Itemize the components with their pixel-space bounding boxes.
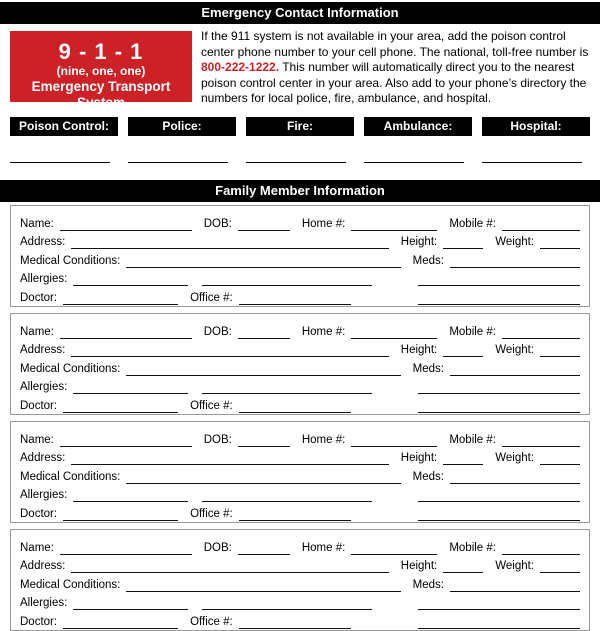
height-fill-line — [443, 344, 483, 357]
allergies-fill-line — [73, 273, 188, 286]
member-row-address — [20, 339, 580, 358]
member-row-medical — [20, 357, 580, 376]
call-911-system-label: Emergency Transport System — [31, 79, 171, 110]
hospital-label: Hospital: — [482, 117, 590, 136]
fire-label: Fire: — [246, 117, 354, 136]
office-phone-fill-line — [239, 616, 351, 629]
meds-fill-line — [450, 579, 580, 592]
doctor-fill-line — [63, 400, 178, 413]
doctor-label: Doctor: — [20, 399, 58, 412]
emergency-form-page — [0, 2, 600, 631]
member-row-medical — [20, 573, 580, 592]
mobile-phone-fill-line — [502, 434, 580, 447]
home-phone-label: Home #: — [301, 541, 346, 554]
height-label: Height: — [400, 560, 438, 573]
address-fill-line — [71, 560, 388, 573]
name-fill-line — [60, 434, 192, 447]
allergies-label: Allergies: — [20, 273, 68, 286]
poison-control-instructions — [201, 29, 590, 107]
hospital-fill-line — [482, 162, 582, 163]
member-row-allergies — [20, 592, 580, 611]
medical-conditions-fill-line — [126, 363, 400, 376]
family-member-sections — [10, 205, 590, 631]
mobile-phone-fill-line — [502, 326, 580, 339]
doctor-label: Doctor: — [20, 291, 58, 304]
address-fill-line — [71, 344, 388, 357]
member-row-address — [20, 447, 580, 466]
doctor-label: Doctor: — [20, 507, 58, 520]
mobile-phone-label: Mobile #: — [449, 217, 496, 230]
member-row-doctor — [20, 286, 580, 305]
height-label: Height: — [400, 236, 438, 249]
mobile-phone-label: Mobile #: — [449, 433, 496, 446]
dob-label: DOB: — [203, 541, 232, 554]
allergies-continued-fill-line — [202, 381, 372, 394]
meds-continued-fill-line-2 — [418, 508, 580, 521]
intro-section — [10, 29, 590, 110]
member-row-address — [20, 555, 580, 574]
weight-label: Weight: — [495, 452, 534, 465]
allergies-continued-fill-line — [202, 273, 372, 286]
name-label: Name: — [20, 433, 54, 446]
call-911-banner — [10, 31, 192, 110]
height-fill-line — [443, 452, 483, 465]
allergies-fill-line — [73, 489, 188, 502]
instructions-text-start: If the 911 system is not available in your area, add the poison control center phone number to your cell phone. The national, toll-free number is — [201, 29, 589, 59]
address-label: Address: — [20, 560, 66, 573]
meds-label: Meds: — [412, 578, 444, 591]
home-phone-fill-line — [351, 434, 437, 447]
allergies-fill-line — [73, 381, 188, 394]
family-member-section — [10, 313, 590, 415]
call-911-number: 9 - 1 - 1 — [58, 39, 144, 64]
weight-label: Weight: — [495, 236, 534, 249]
meds-continued-fill-line — [418, 273, 580, 286]
mobile-phone-label: Mobile #: — [449, 541, 496, 554]
mobile-phone-fill-line — [502, 542, 580, 555]
member-row-address — [20, 231, 580, 250]
height-fill-line — [443, 560, 483, 573]
member-row-allergies — [20, 376, 580, 395]
name-label: Name: — [20, 541, 54, 554]
member-row-allergies — [20, 484, 580, 503]
dob-label: DOB: — [203, 217, 232, 230]
home-phone-fill-line — [351, 326, 437, 339]
fire-fill-line — [246, 162, 346, 163]
meds-continued-fill-line-2 — [418, 400, 580, 413]
member-row-identity — [20, 212, 580, 231]
dob-fill-line — [238, 434, 290, 447]
address-fill-line — [71, 236, 388, 249]
dob-fill-line — [238, 542, 290, 555]
poison-control-label: Poison Control: — [10, 117, 118, 136]
office-phone-label: Office #: — [190, 507, 233, 520]
meds-fill-line — [450, 471, 580, 484]
allergies-label: Allergies: — [20, 381, 68, 394]
emergency-contact-header-bar — [0, 2, 600, 24]
height-label: Height: — [400, 452, 438, 465]
contact-column-police — [128, 117, 236, 163]
weight-fill-line — [540, 344, 580, 357]
family-member-header-bar — [0, 180, 600, 202]
allergies-label: Allergies: — [20, 489, 68, 502]
meds-continued-fill-line — [418, 597, 580, 610]
meds-fill-line — [450, 363, 580, 376]
member-row-identity — [20, 320, 580, 339]
address-label: Address: — [20, 344, 66, 357]
call-911-words: (nine, one, one) — [56, 64, 146, 78]
height-label: Height: — [400, 344, 438, 357]
member-row-doctor — [20, 502, 580, 521]
doctor-fill-line — [63, 616, 178, 629]
family-member-header-title: Family Member Information — [215, 182, 385, 198]
meds-continued-fill-line-2 — [418, 292, 580, 305]
address-label: Address: — [20, 452, 66, 465]
member-row-identity — [20, 536, 580, 555]
meds-label: Meds: — [412, 362, 444, 375]
allergies-fill-line — [73, 597, 188, 610]
office-phone-label: Office #: — [190, 399, 233, 412]
member-row-identity — [20, 428, 580, 447]
name-fill-line — [60, 218, 192, 231]
allergies-continued-fill-line — [202, 489, 372, 502]
medical-conditions-label: Medical Conditions: — [20, 254, 121, 267]
address-label: Address: — [20, 236, 66, 249]
office-phone-fill-line — [239, 292, 351, 305]
name-fill-line — [60, 542, 192, 555]
contact-column-fire — [246, 117, 354, 163]
office-phone-label: Office #: — [190, 615, 233, 628]
police-label: Police: — [128, 117, 236, 136]
police-fill-line — [128, 162, 228, 163]
dob-fill-line — [238, 326, 290, 339]
weight-label: Weight: — [495, 560, 534, 573]
dob-fill-line — [238, 218, 290, 231]
ambulance-label: Ambulance: — [364, 117, 472, 136]
weight-fill-line — [540, 236, 580, 249]
name-label: Name: — [20, 325, 54, 338]
poison-control-fill-line — [10, 162, 110, 163]
medical-conditions-fill-line — [126, 471, 400, 484]
family-member-section — [10, 205, 590, 307]
home-phone-fill-line — [351, 218, 437, 231]
emergency-contact-header-title: Emergency Contact Information — [201, 5, 399, 20]
height-fill-line — [443, 236, 483, 249]
family-member-section — [10, 529, 590, 631]
ambulance-fill-line — [364, 162, 464, 163]
meds-continued-fill-line-2 — [418, 616, 580, 629]
allergies-continued-fill-line — [202, 597, 372, 610]
home-phone-fill-line — [351, 542, 437, 555]
medical-conditions-label: Medical Conditions: — [20, 470, 121, 483]
contact-column-ambulance — [364, 117, 472, 163]
medical-conditions-label: Medical Conditions: — [20, 362, 121, 375]
address-fill-line — [71, 452, 388, 465]
dob-label: DOB: — [203, 433, 232, 446]
contact-column-hospital — [482, 117, 590, 163]
meds-continued-fill-line — [418, 489, 580, 502]
meds-label: Meds: — [412, 254, 444, 267]
mobile-phone-fill-line — [502, 218, 580, 231]
weight-label: Weight: — [495, 344, 534, 357]
name-fill-line — [60, 326, 192, 339]
contact-column-poison-control — [10, 117, 118, 163]
medical-conditions-fill-line — [126, 255, 400, 268]
mobile-phone-label: Mobile #: — [449, 325, 496, 338]
member-row-medical — [20, 465, 580, 484]
office-phone-label: Office #: — [190, 291, 233, 304]
weight-fill-line — [540, 452, 580, 465]
allergies-label: Allergies: — [20, 597, 68, 610]
meds-label: Meds: — [412, 470, 444, 483]
home-phone-label: Home #: — [301, 217, 346, 230]
doctor-label: Doctor: — [20, 615, 58, 628]
member-row-medical — [20, 249, 580, 268]
member-row-doctor — [20, 610, 580, 629]
office-phone-fill-line — [239, 508, 351, 521]
name-label: Name: — [20, 217, 54, 230]
meds-continued-fill-line — [418, 381, 580, 394]
home-phone-label: Home #: — [301, 433, 346, 446]
meds-fill-line — [450, 255, 580, 268]
medical-conditions-label: Medical Conditions: — [20, 578, 121, 591]
office-phone-fill-line — [239, 400, 351, 413]
dob-label: DOB: — [203, 325, 232, 338]
weight-fill-line — [540, 560, 580, 573]
member-row-doctor — [20, 394, 580, 413]
family-member-section — [10, 421, 590, 523]
home-phone-label: Home #: — [301, 325, 346, 338]
emergency-numbers-row — [10, 117, 590, 163]
instructions-text-end: This number will automatically direct you to the nearest poison control center in your area. Also add to your phone’s directory the numbers for local police, fire, ambulance, and hospital. — [201, 60, 587, 106]
doctor-fill-line — [63, 292, 178, 305]
member-row-allergies — [20, 268, 580, 287]
poison-control-phone-number: 800-222-1222. — [201, 60, 280, 75]
doctor-fill-line — [63, 508, 178, 521]
medical-conditions-fill-line — [126, 579, 400, 592]
